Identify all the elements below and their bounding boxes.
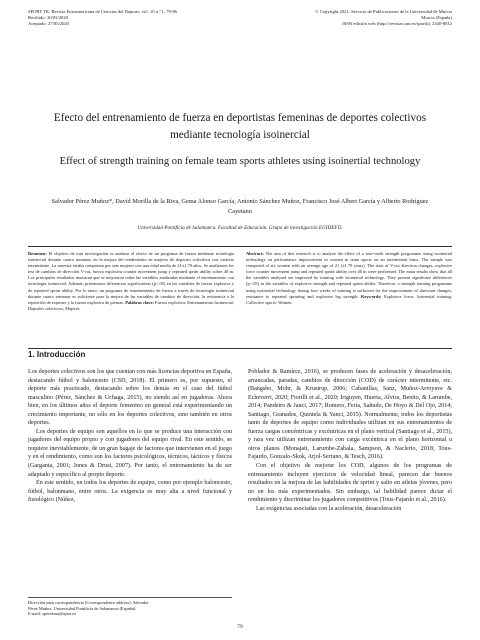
correspondence-footnote bbox=[28, 597, 232, 617]
keywords: Explosive force; Isoinertial training; Collective sports; Women. bbox=[246, 293, 452, 305]
copyright-info bbox=[315, 9, 452, 28]
footnote-line: Dirección para correspondencia [Correspondence address]: Salvador bbox=[28, 600, 149, 605]
body-column-left bbox=[28, 368, 232, 505]
location-line: Murcia (España) bbox=[421, 15, 452, 21]
body-column-right bbox=[248, 368, 452, 513]
palabras-clave-label: Palabras clave: bbox=[125, 299, 156, 305]
palabras-clave: Fuerza explosiva; Entrenamiento Isoinercial; Deportes colectivos; Mujeres. bbox=[28, 299, 234, 311]
section-heading: 1. Introducción bbox=[28, 350, 86, 359]
page-number: 79 bbox=[237, 624, 243, 630]
title-english: Effect of strength training on female team sports athletes using isoinertial technology bbox=[59, 156, 421, 167]
abstract-label: Abstract: bbox=[246, 251, 266, 256]
paragraph: Los deportes colectivos son los que cuentan con más licencias deportiva en España, destacando fútbol y baloncesto (CSD, 2018). El primero es, por supuesto, el deporte más practicado, destacando sobre los demás en el caso del fútbol masculino (Pérez, Sánchez & Uchaga, 2015), no siendo así en jugadoras. Ahora bien, en los últimos años el deporte femenino en general está experimentando un crecimiento importante, no sólo en los deportes colectivos, sino también en otros deportes. bbox=[28, 369, 232, 427]
journal-info bbox=[28, 9, 177, 28]
abstract-column bbox=[246, 251, 452, 306]
paragraph: Los deportes de equipo son aquellos en lo que se produce una interacción con jugadores del equipo propio y con jugadores del equipo rival. En este sentido, se requiere inevitablemente, de un gran bagaje de factores que intervienen en el juego y en el rendimiento, como son los factores psicológicos, técnicos, tácticos y físicos (Garganta, 2001; Jones & Drust, 2007). Por tanto, el entrenamiento ha de ser adaptado y específico al propio deporte. bbox=[28, 428, 232, 478]
keywords-label: Keywords: bbox=[361, 293, 384, 299]
abstract-box bbox=[28, 246, 452, 349]
journal-line: SPORT TK: Revista Euroamericana de Ciencias del Deporte, vol. 10 n.º 1, 79-86 bbox=[28, 9, 177, 14]
resumen-label: Resumen: bbox=[28, 251, 49, 256]
received-date: Recibido: 30/03/2020 bbox=[28, 15, 68, 21]
accepted-date: Aceptado: 27/05/2020 bbox=[28, 21, 69, 27]
footnote-email: E-mail: sperezmu@upsa.es bbox=[28, 611, 76, 617]
paragraph: Con el objetivo de mejorar los COD, algunos de los programas de entrenamiento incluyen ejercicios de velocidad lineal, parecen dar buenos resultados en la mejora de las habilidades de sprint y salto en atletas jóvenes, pero no en los más experimentados. Sin embargo, tal habilidad parece dictar el rendimiento y discriminar los jugadores competitivos (Tous-Fajardo et al., 2016). bbox=[248, 463, 452, 504]
title-spanish: Efecto del entrenamiento de fuerza en deportistas femeninas de deportes colectivos mediante tecnología isoinercial bbox=[53, 112, 427, 141]
paragraph: Poblador & Ramírez, 2016), se producen fases de aceleración y desaceleración, arrancadas, paradas, cambios de dirección (COD) de carácter intermitente, etc. (Bangsbo, Mohr, & Krustrup, 2006; Cabanillas, Sanz, Muñoz-Arroyave & Echeverri, 2020; Fiorilli et al., 2020; Iriguyen, Huerta, Alvira, Benito, & Larumbe, 2014; Pandeiro & Janci, 2017; Romero, Feria, Sañudo, De Hoyo & Del Ojo, 2014; Santiago, Granados, Quintela & Yanci, 2015). Normalmente, todos los deportistas tanto de deportes de equipo como individuales utilizan en sus entrenamientos de fuerza cargas concéntricas y excéntricas en el plano vertical (Santiago et al., 2015), y rara vez utilizan entrenamiento con carga excéntrica en el plano horizontal u otros planos (Monajati, Larumbe-Zabala, Sampson, & Naclerio, 2018; Tous-Fajardo, Gonzalo-Skok, Arjol-Serrano, & Tesch, 2016). bbox=[248, 369, 452, 461]
affiliation: Universidad Pontificia de Salamanca. Facultad de Educación. Grupo de investigación EGIDEFD. bbox=[137, 225, 343, 231]
resumen-text: El objetivo de esta investigación es analizar el efecto de un programa de fuerza mediante tecnología isoinercial durante cuatro semanas, en la mejora del rendimiento en mujeres de deportes colectivos con carácter intermitente. La muestra estaba compuesta por seis mujeres con una edad media de 21±1.79 años. Se analizaron los test de cambios de dirección V-cut, fuerza explosiva counter movement jump y repeated sprint ability sobre 40 m. Los principales resultados muestran que se mejoraron todas las variables analizadas mediante el entrenamiento con tecnología isoinercial. Además, presentaron diferencias significativas (p<.05) en las variables de fuerza explosiva y de repeated sprint ability. Por lo tanto, un programa de entrenamiento de fuerza a través de tecnología isoinercial durante cuatro semanas es suficiente para la mejora de las variables de cambios de dirección, la resistencia a la repetición de esprines y la fuerza explosiva de piernas. bbox=[28, 251, 234, 305]
issn-line: ISSN edición web (http://revistas.um.es/sportk): 2340-8812 bbox=[342, 21, 452, 27]
resumen-column bbox=[28, 251, 234, 312]
author-list: Salvador Pérez Muñoz*, David Morilla de la Riva, Gema Alonso García, Antonio Sánchez Muñoz, Francisco José Albert García y Alberto Rodríguez Cayetano bbox=[51, 198, 429, 215]
paragraph: Las exigencias asociadas con la aceleración, desaceleración bbox=[256, 505, 402, 512]
paragraph: En este sentido, en todos los deportes de equipo, como por ejemplo baloncesto, fútbol, balonmano, entre otros. La exigencia es muy alta a nivel funcional y fisiológico (Núñez, bbox=[28, 480, 232, 504]
footnote-line: Pérez Muñoz. Universidad Pontificia de Salamanca (España). bbox=[28, 605, 137, 611]
copyright-line: © Copyright 2021: Servicio de Publicaciones de la Universidad de Murcia bbox=[315, 9, 452, 14]
abstract-text: The aim of this research is to analyze the effect of a four-week strength programme using isoinertial technology on performance improvement in women in team sports on an intermittent basis. The sample was composed of six women with an average age of 21 (±1.79 years). The tests of V-cut direction changes, explosive force counter movement jump and repeated sprint ability over 40 m were performed. The main results show that all the variables analysed are improved by training with isoinertial technology. They present significant differences (p<.05) in the variables of explosive strength and repeated sprint ability. Therefore, a strength training programme using isoinertial technology during four weeks of training is sufficient for the improvement of direction changes, resistance to repeated sprinting and explosive leg strength. bbox=[246, 251, 452, 299]
